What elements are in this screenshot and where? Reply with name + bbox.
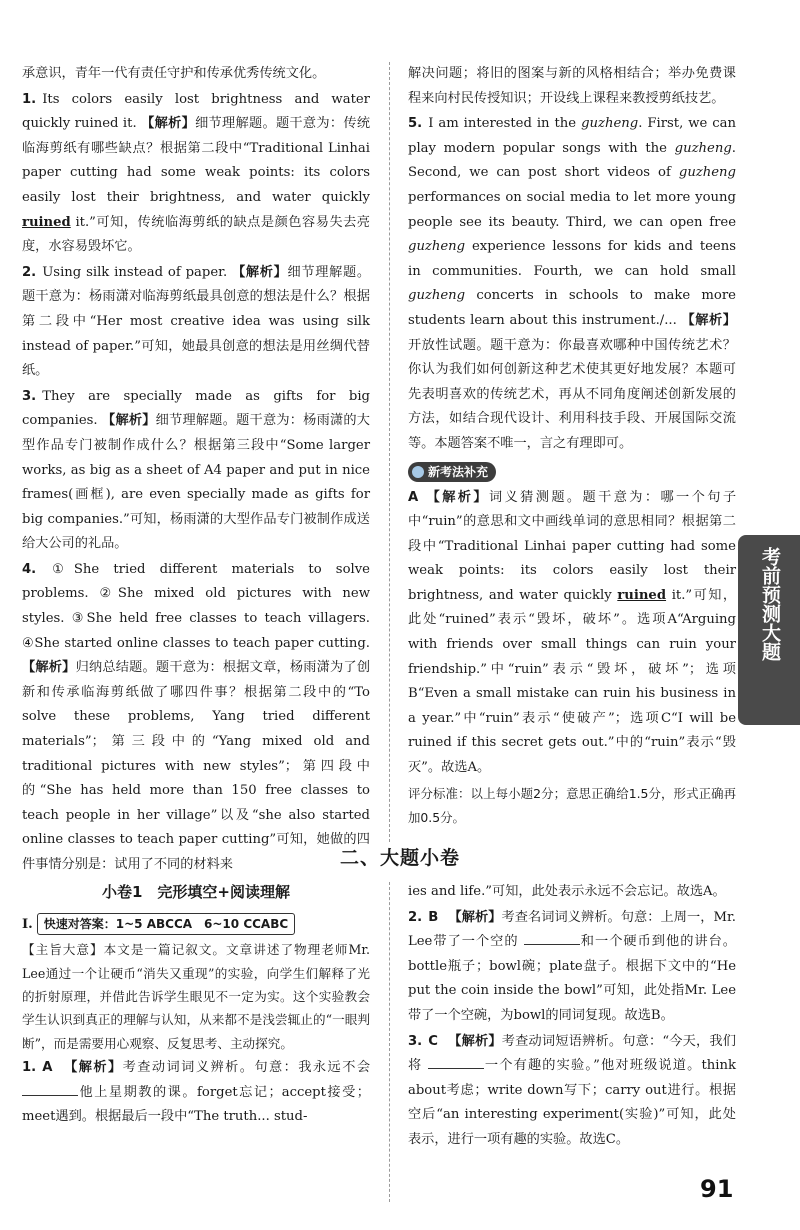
bottom-right-column [408,880,736,1154]
analysis-text-cont: it.”可知，此处“ruined”表示“毁坏，破坏”。选项A“Arguing with friends over small things can ruin your friendship.”中“ruin”表示“毁坏，破坏”；选项B“Even a small mistake can ruin his business in a year.”中“ruin”表示“使破产”；选项C“I will be ruined if this secret gets out.”中的“ruin”表示“毁灭”。故选A。 [408,587,737,776]
item-number: 1. [22,91,37,107]
analysis-text: 考查动词词义辨析。句意：我永远不会 [122,1060,371,1076]
section-title: 二、大题小卷 [339,847,460,869]
cloze-item-1 [22,1056,370,1130]
analysis-text: 开放性试题。题干意为：你最喜欢哪种中国传统艺术？你认为我们如何创新这种艺术使其更好地发展？本题可先表明喜欢的传统艺术，再从不同角度阐述创新发展的方法，如结合现代设计、利用科技手段、开展国际交流等。本题答案不唯一，言之有理即可。 [408,337,736,451]
item-number: 3. [408,1033,423,1049]
item-number: 2. [22,264,37,280]
quick-answer-box: 快速对答案：1~5 ABCCA 6~10 CCABC [37,913,295,935]
answer-text: experience lessons for kids and teens in communities. Fourth, we can hold small [408,239,736,279]
answer-text: performances on social media to let more young people see its beauty. Third, we can open free [408,189,736,230]
analysis-label: 【解析】 [424,489,489,505]
top-left-column [22,62,370,879]
analysis-text-cont: 一个有趣的实验。”他对班级说道。think about考虑；write down写下；carry out进行。根据空后“an interesting experiment(实验)”可知，此处表示，进行一项有趣的实验。故选C。 [408,1058,736,1147]
column-divider-bottom [389,882,390,1202]
answer-item-1 [22,88,370,260]
main-idea-summary: 【主旨大意】本文是一篇记叙文。文章讲述了物理老师Mr. Lee通过一个让硬币“消失又重现”的实验，向学生们解释了光的折射原理，并借此告诉学生眼见不一定为实。这个实验教会学生认识到真正的理解与认知，从来都不是浅尝辄止的“一眼判断”，而是需要用心观察、反复思考、主动探究。 [22,942,370,1051]
answer-text: They are specially made as gifts for big companies. [22,388,370,429]
analysis-label: 【解析】 [448,1033,502,1049]
column-divider-top [389,62,390,842]
italic-word: guzheng [674,140,732,156]
answer-text: . First, we can play modern popular songs with the [408,116,736,156]
answer-text: ①She tried different materials to solve problems. ②She mixed old pictures with new styles. ③She held free classes to teach villagers. ④She started online classes to teach paper cutting. [22,561,370,651]
item-answer: C [428,1033,438,1049]
item-number: 4. [22,561,37,577]
underlined-word: ruined [617,587,667,603]
badge-dot-icon [412,466,424,478]
analysis-label: 【解析】 [141,116,196,132]
answer-item-5 [408,112,736,456]
answer-text: Using silk instead of paper. [42,264,228,280]
analysis-label: 【解析】 [64,1060,123,1076]
answer-text: . Second, we can post short videos of [408,140,736,181]
fill-blank [428,1054,484,1069]
item-number: 1. [22,1060,37,1076]
new-method-badge [408,462,496,482]
cloze-item-2 [408,906,736,1029]
analysis-text: 细节理解题。题干意为：杨雨潇对临海剪纸最具创意的想法是什么？根据第二段中“Her most creative idea was using silk instead of paper.”可知，她最具创意的想法是用丝绸代替纸。 [22,264,371,379]
new-method-badge-row [408,458,736,486]
top-right-column [408,62,736,832]
item-number: 2. [408,909,423,925]
analysis-label: 【解析】 [681,312,736,328]
item-number: 3. [22,388,37,404]
answer-text: I am interested in the [428,116,577,132]
quick-answer-row [22,913,370,938]
analysis-text: 细节理解题。题干意为：杨雨潇的大型作品专门被制作成什么？根据第三段中“Some larger works, as big as a sheet of A4 paper and put in nice frames(画框), are even specially made as gifts for big companies.”可知，杨雨潇的大型作品专门被制作成送给大公司的礼品。 [22,413,370,552]
analysis-text: 词义猜测题。题干意为：哪一个句子中“ruin”的意思和文中画线单词的意思相同？根据第二段中“Traditional Linhai paper cutting had some weak points: its colors easily lost their brightness, and water quickly [408,489,737,603]
analysis-text: 归纳总结题。题干意为：根据文章，杨雨潇为了创新和传承临海剪纸做了哪四件事？根据第二段中的“To solve these problems, Yang tried different materials”；第三段中的“Yang mixed old and traditional pictures with new styles”；第四段中的“She has held more than 150 free classes to teach people in her village”以及“she also started online classes to teach paper cutting”可知，她做的四件事情分别是：试用了不同的材料来 [22,660,371,872]
analysis-text-cont: it.”可知，传统临海剪纸的缺点是颜色容易失去亮度，水容易毁坏它。 [22,214,370,255]
scoring-standard: 评分标准：以上每小题2分；意思正确给1.5分，形式正确再加0.5分。 [408,785,736,826]
item-answer: B [428,909,439,925]
item-answer: A [42,1060,53,1076]
answer-item-2 [22,261,370,384]
italic-word: guzheng [678,165,736,181]
analysis-label: 【解析】 [22,660,76,676]
cloze-item-1-tail: ies and life.”可知，此处表示永远不会忘记。故选A。 [408,884,726,899]
page-number: 91 [700,1175,734,1203]
analysis-label: 【解析】 [448,909,502,925]
intro-tail: 承意识，青年一代有责任守护和传承优秀传统文化。 [22,66,326,81]
answer-text: concerts in schools to make more students learn about this instrument./... [408,288,736,328]
italic-word: guzheng [408,288,466,304]
answer-item-4 [22,558,370,878]
analysis-label: 【解析】 [102,413,156,429]
answer-item-3 [22,385,370,557]
fill-blank [22,1081,78,1096]
underlined-word: ruined [22,214,71,230]
analysis-text-cont: 和一个硬币到他的讲台。bottle瓶子；bowl碗；plate盘子。根据下文中的“He put the coin inside the bowl”可知，此处指Mr. Lee带了一个空碗，为bowl的同词复现。故选B。 [408,934,736,1023]
sub-section-title: 小卷1 完形填空+阅读理解 [101,883,290,901]
analysis-text: 细节理解题。题干意为：传统临海剪纸有哪些缺点？根据第二段中“Traditional Linhai paper cutting had some weak points: its colors easily lost their brightness, and water quickly [22,116,371,205]
italic-word: guzheng [581,116,639,132]
cloze-item-3 [408,1030,736,1153]
badge-label: 新考法补充 [428,464,489,479]
answer-item-a [408,486,736,781]
analysis-text: 考查名词词义辨析。句意：上周一，Mr. Lee带了一个空的 [408,909,737,950]
italic-word: guzheng [408,239,466,255]
item-label: A [408,489,419,505]
roman-numeral: Ⅰ. [22,916,33,932]
side-tab [738,535,800,725]
analysis-text: 考查动词短语辨析。句意：“今天，我们将 [408,1033,736,1074]
bottom-left-column [22,880,370,1131]
analysis-text-cont: 他上星期教的课。forget忘记；accept接受；meet遇到。根据最后一段中“The truth... stud- [22,1084,370,1125]
side-tab-label: 考前预测大题 [759,547,781,661]
analysis-label: 【解析】 [232,264,288,280]
item-number: 5. [408,116,423,132]
item-4-tail: 解决问题；将旧的图案与新的风格相结合；举办免费课程来向村民传授知识；开设线上课程来教授剪纸技艺。 [408,66,736,106]
answer-text: Its colors easily lost brightness and water quickly ruined it. [22,91,370,132]
fill-blank [524,930,580,945]
